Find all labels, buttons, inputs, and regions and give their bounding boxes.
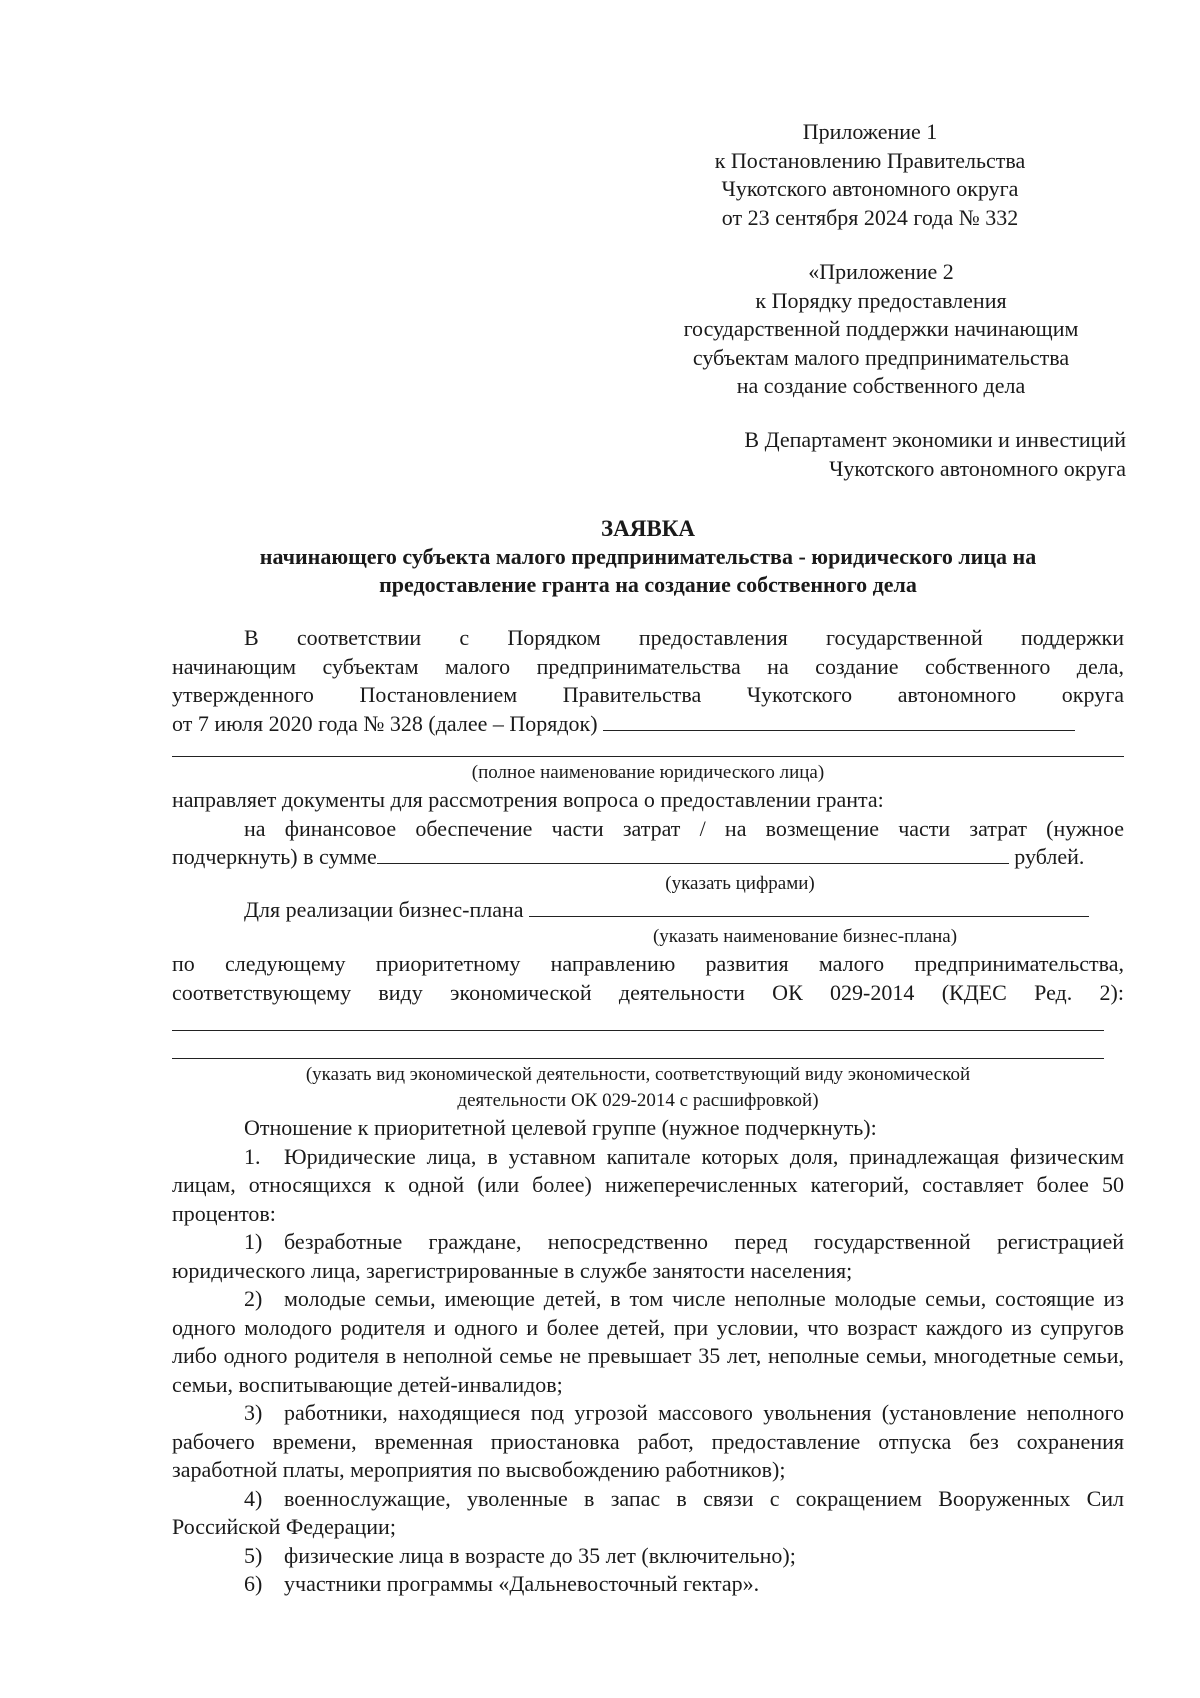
business-plan-row <box>172 896 1124 925</box>
amount-caption: (указать цифрами) <box>665 873 815 894</box>
appendix-1-title: Приложение 1 <box>802 119 938 144</box>
category-number: 4) <box>244 1485 263 1511</box>
priority-line1: по следующему приоритетному направлению развития малого предпринимательства, <box>172 951 1124 976</box>
legal-name-caption: (полное наименование юридического лица) <box>471 762 825 783</box>
financing-line2-row <box>172 843 1124 872</box>
intro-line4: от 7 июля 2020 года № 328 (далее – Порядок) <box>172 710 598 736</box>
category-item <box>172 1542 1124 1571</box>
intro-line1: В соответствии с Порядком предоставления государственной поддержки <box>244 625 1124 650</box>
intro-line4-row <box>172 710 1124 739</box>
business-plan-input-line[interactable] <box>529 896 1089 917</box>
category-number: 3) <box>244 1400 263 1425</box>
point-1-number: 1. <box>244 1143 261 1169</box>
legal-name-input-line-2[interactable] <box>172 756 1124 757</box>
appendix-2-order: к Порядку предоставления <box>755 287 1007 313</box>
category-item <box>172 1485 1124 1542</box>
target-group-label: Отношение к приоритетной целевой группе (нужное подчеркнуть): <box>244 1115 877 1140</box>
activity-caption-line2: деятельности ОК 029-2014 с расшифровкой) <box>457 1090 819 1111</box>
category-number: 2) <box>244 1286 263 1311</box>
point-1 <box>172 1143 1124 1229</box>
priority-line2: соответствующему виду экономической деятельности ОК 029-2014 (КДЕС Ред. 2): <box>172 979 1124 1005</box>
activity-input-line-1[interactable] <box>172 1030 1104 1031</box>
category-text: физические лица в возрасте до 35 лет (включительно); <box>284 1542 796 1568</box>
activity-caption <box>172 1062 1104 1114</box>
legal-name-input-line[interactable] <box>603 710 1075 731</box>
category-text: военнослужащие, уволенные в запас в связи с сокращением Вооруженных Сил Российской Федерации; <box>172 1485 1124 1539</box>
category-number: 5) <box>244 1542 263 1568</box>
appendix-2-header <box>646 258 1116 401</box>
appendix-1-date: от 23 сентября 2024 года № 332 <box>721 204 1019 230</box>
title-main: ЗАЯВКА <box>601 516 695 541</box>
appendix-2-line4: субъектам малого предпринимательства <box>692 344 1070 370</box>
intro-line3: утвержденного Постановлением Правительства Чукотского автономного округа <box>172 682 1124 707</box>
activity-caption-line1: (указать вид экономической деятельности, соответствующий виду экономической <box>305 1064 971 1085</box>
priority-block <box>172 950 1124 1007</box>
rubles-label: рублей. <box>1014 844 1085 869</box>
category-item <box>172 1285 1124 1399</box>
categories-list <box>172 1228 1124 1599</box>
appendix-2-line5: на создание собственного дела <box>736 373 1026 398</box>
appendix-2-title: «Приложение 2 <box>808 259 954 284</box>
appendix-1-region: Чукотского автономного округа <box>721 176 1019 201</box>
intro-line2: начинающим субъектам малого предпринимательства на создание собственного дела, <box>172 653 1124 679</box>
category-text: участники программы «Дальневосточный гектар». <box>284 1571 760 1596</box>
appendix-1-header <box>620 118 1120 232</box>
document-title <box>172 515 1124 599</box>
addressee-line1: В Департамент экономики и инвестиций <box>744 427 1126 452</box>
appendix-2-line3: государственной поддержки начинающим <box>683 316 1079 341</box>
intro-paragraph <box>172 624 1124 738</box>
appendix-1-resolution: к Постановлению Правительства <box>714 147 1026 173</box>
business-plan-label: Для реализации бизнес-плана <box>244 897 524 922</box>
category-item <box>172 1228 1124 1285</box>
category-text: молодые семьи, имеющие детей, в том числе неполные молодые семьи, состоящие из одного молодого родителя и одного и более детей, при условии, что возраст каждого из супругов либо одного родителя в неполной семье не превышает 35 лет, неполные семьи, многодетные семьи, семьи, воспитывающие детей-инвалидов; <box>172 1286 1124 1397</box>
amount-input-line[interactable] <box>377 843 1009 864</box>
category-number: 1) <box>244 1229 263 1254</box>
title-line3: предоставление гранта на создание собственного дела <box>379 572 917 597</box>
target-group-block <box>172 1114 1124 1599</box>
addressee-line2: Чукотского автономного округа <box>829 455 1126 481</box>
financing-line2: подчеркнуть) в сумме <box>172 844 377 869</box>
category-text: безработные граждане, непосредственно перед государственной регистрацией юридического лица, зарегистрированные в службе занятости населения; <box>172 1229 1124 1283</box>
plan-name-caption: (указать наименование бизнес-плана) <box>652 926 958 947</box>
category-item <box>172 1570 1124 1599</box>
title-line2: начинающего субъекта малого предпринимательства - юридического лица на <box>259 544 1037 569</box>
point-1-text: Юридические лица, в уставном капитале которых доля, принадлежащая физическим лицам, относящихся к одной (или более) нижеперечисленных категорий, составляет более 50 процентов: <box>172 1143 1124 1226</box>
sends-docs: направляет документы для рассмотрения вопроса о предоставлении гранта: <box>172 787 884 812</box>
category-number: 6) <box>244 1571 263 1596</box>
financing-line1: на финансовое обеспечение части затрат / на возмещение части затрат (нужное <box>244 815 1124 841</box>
activity-input-line-2[interactable] <box>172 1058 1104 1059</box>
form-body <box>172 786 1124 872</box>
category-text: работники, находящиеся под угрозой массового увольнения (установление неполного рабочего времени, временная приостановка работ, предоставление отпуска без сохранения заработной платы, мероприятия по высвобождению работников); <box>172 1400 1124 1482</box>
category-item <box>172 1399 1124 1485</box>
addressee <box>560 426 1126 483</box>
